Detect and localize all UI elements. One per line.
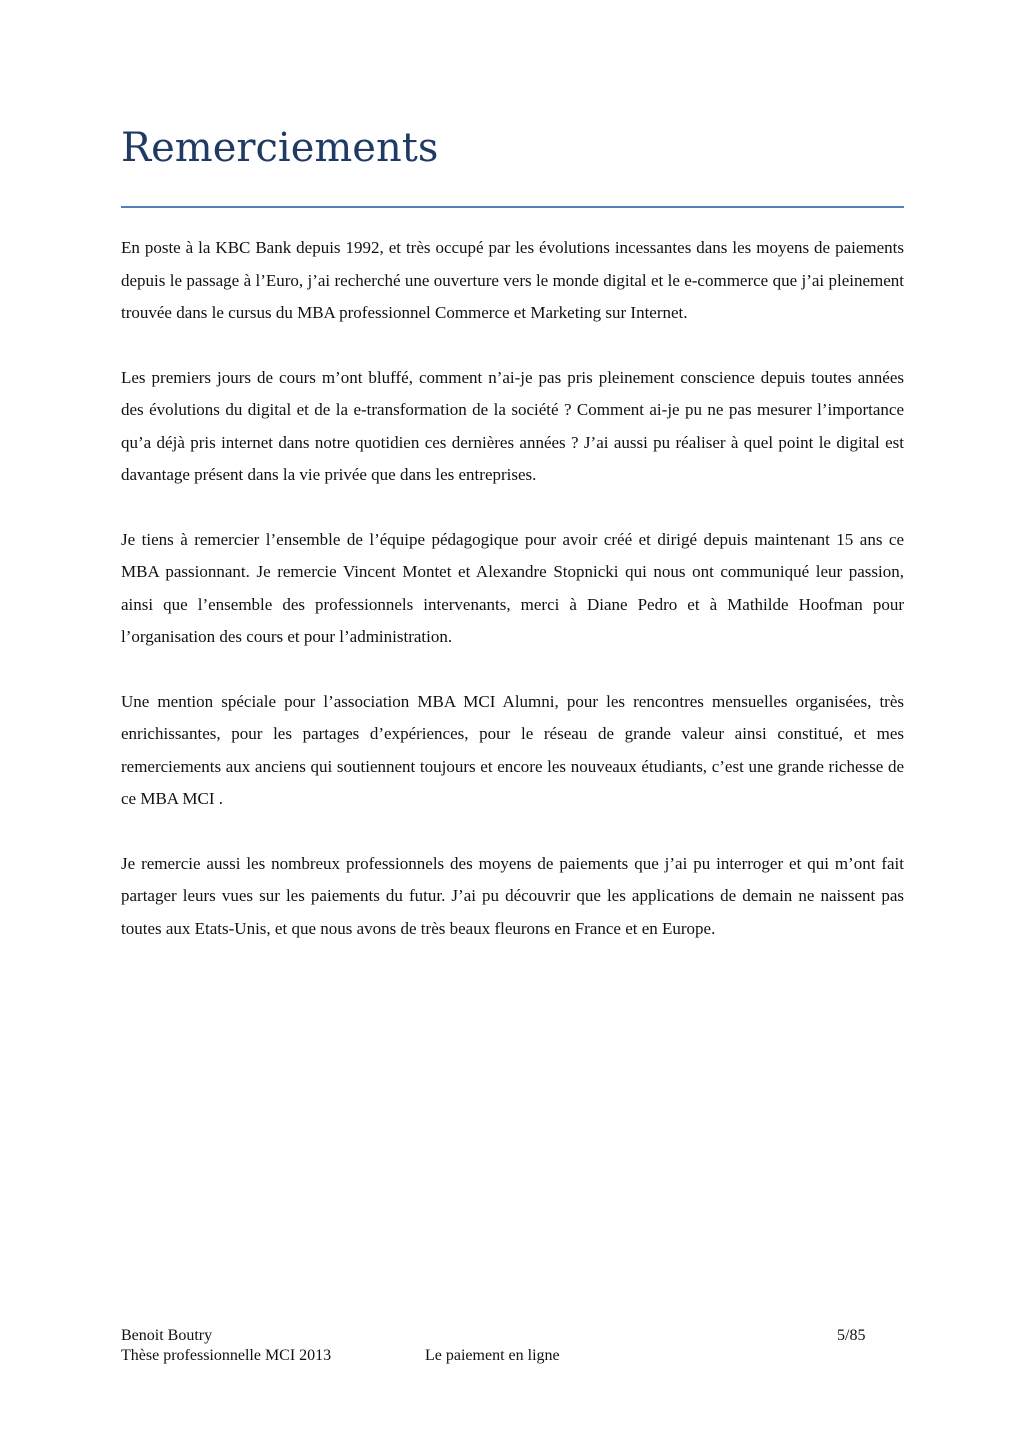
- paragraph-professionals: Je remercie aussi les nombreux professionnels des moyens de paiements que j’ai pu interroger et qui m’ont fait partager leurs vues sur les paiements du futur. J’ai pu découvrir que les applications de demain ne naissent pas toutes aux Etats-Unis, et que nous avons de très beaux fleurons en France et en Europe.: [121, 853, 904, 938]
- paragraph-first-days: Les premiers jours de cours m’ont bluffé, comment n’ai-je pas pris pleinement conscience depuis toutes années des évolutions du digital et de la e-transformation de la société ? Comment ai-je pu ne pas mesurer l’importance qu’a déjà pris internet dans notre quotidien ces dernières années ? J’ai aussi pu réaliser à quel point le digital est davantage présent dans la vie privée que dans les entreprises.: [121, 367, 904, 484]
- footer-thesis-title: Thèse professionnelle MCI 2013: [121, 1347, 332, 1364]
- footer-page-number: 5/85: [837, 1327, 866, 1344]
- heading-divider: [121, 206, 904, 208]
- footer-row-top: [121, 1326, 904, 1346]
- body-text: [121, 232, 904, 977]
- footer-author: Benoit Boutry: [121, 1327, 213, 1344]
- footer-row-bottom: [121, 1346, 904, 1366]
- paragraph-alumni: Une mention spéciale pour l’association MBA MCI Alumni, pour les rencontres mensuelles organisées, très enrichissantes, pour les partages d’expériences, pour le réseau de grande valeur ainsi constitué, et mes remerciements aux anciens qui soutiennent toujours et encore les nouveaux étudiants, c’est une grande richesse de ce MBA MCI .: [121, 691, 904, 808]
- paragraph-thanks-team: Je tiens à remercier l’ensemble de l’équipe pédagogique pour avoir créé et dirigé depuis maintenant 15 ans ce MBA passionnant. Je remercie Vincent Montet et Alexandre Stopnicki qui nous ont communiqué leur passion, ainsi que l’ensemble des professionnels intervenants, merci à Diane Pedro et à Mathilde Hoofman pour l’organisation des cours et pour l’administration.: [121, 529, 904, 646]
- page-title: Remerciements: [121, 125, 439, 171]
- paragraph-kbc-bank: En poste à la KBC Bank depuis 1992, et très occupé par les évolutions incessantes dans les moyens de paiements depuis le passage à l’Euro, j’ai recherché une ouverture vers le monde digital et le e-commerce que j’ai pleinement trouvée dans le cursus du MBA professionnel Commerce et Marketing sur Internet.: [121, 238, 904, 322]
- page-footer: [121, 1326, 904, 1366]
- footer-subject: Le paiement en ligne: [425, 1347, 560, 1364]
